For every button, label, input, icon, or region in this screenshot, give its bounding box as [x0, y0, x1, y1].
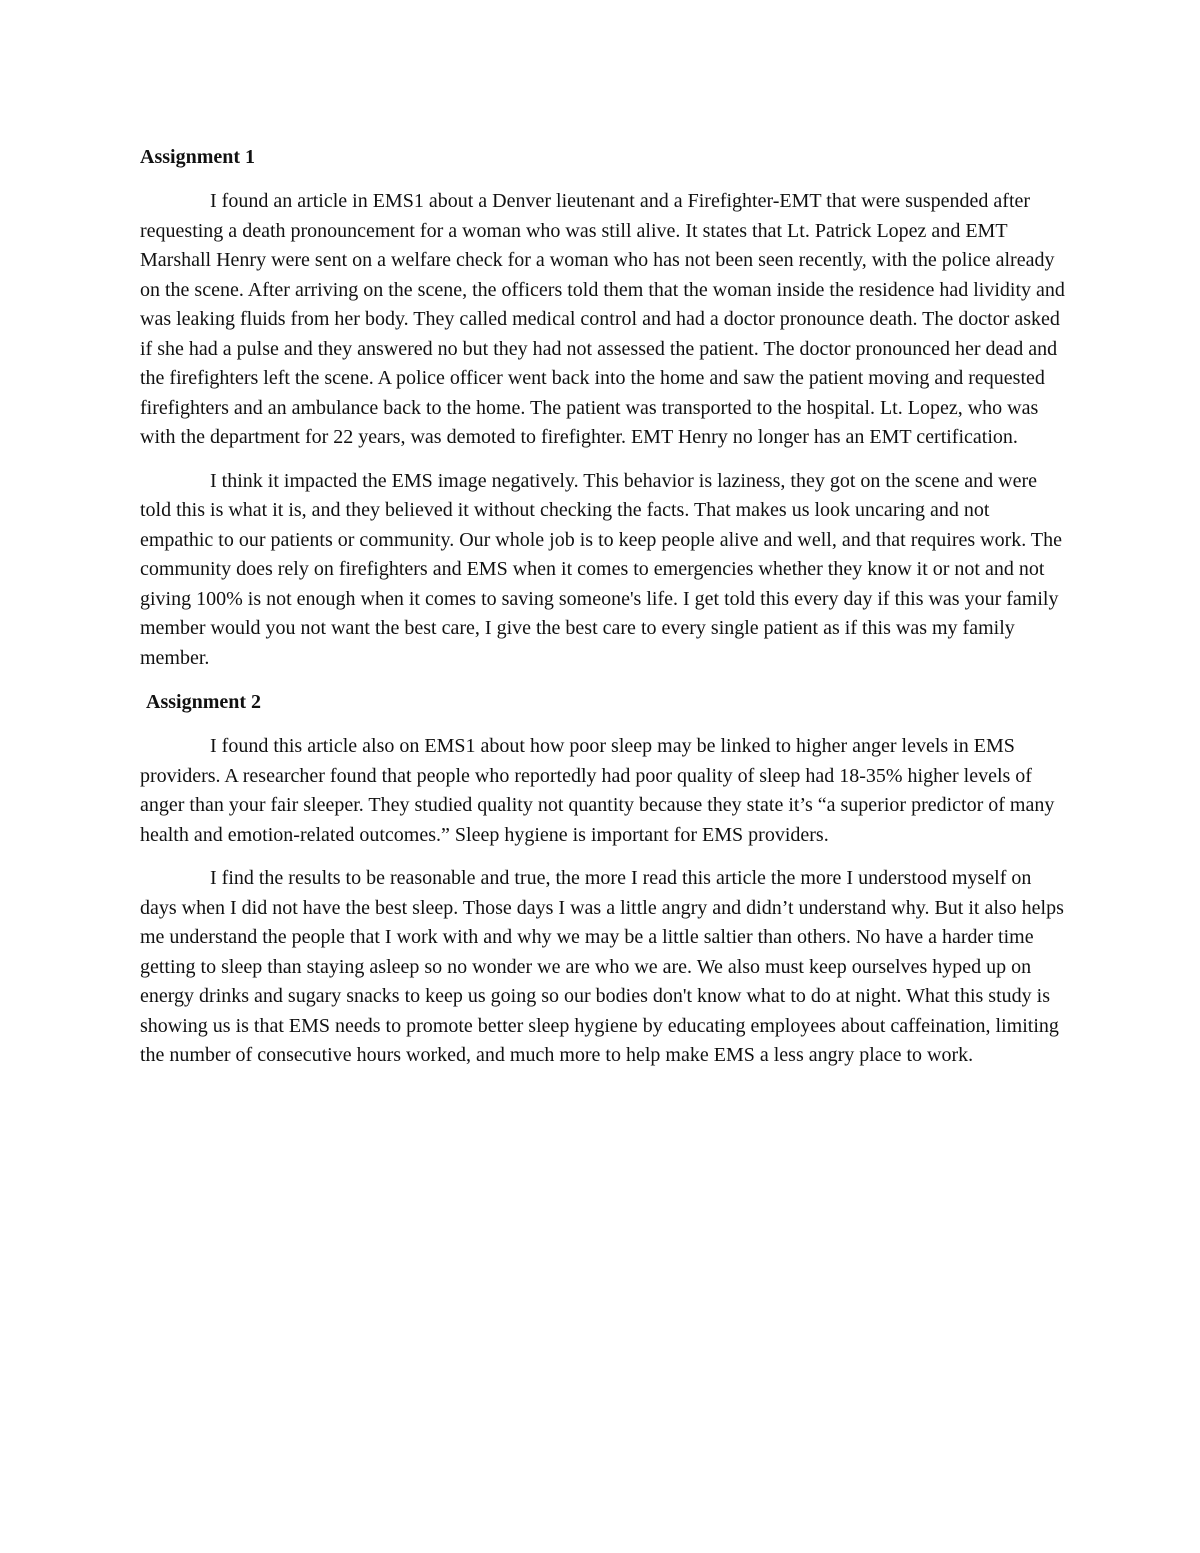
assignment-1-paragraph-1: I found an article in EMS1 about a Denver lieutenant and a Firefighter-EMT that were suspended after requesting a death pronouncement for a woman who was still alive. It states that Lt. Patrick Lopez and EMT Marshall Henry were sent on a welfare check for a woman who has not been seen recently, with the police already on the scene. After arriving on the scene, the officers told them that the woman inside the residence had lividity and was leaking fluids from her body. They called medical control and had a doctor pronounce death. The doctor asked if she had a pulse and they answered no but they had not assessed the patient. The doctor pronounced her dead and the firefighters left the scene. A police officer went back into the home and saw the patient moving and requested firefighters and an ambulance back to the home. The patient was transported to the hospital. Lt. Lopez, who was with the department for 22 years, was demoted to firefighter. EMT Henry no longer has an EMT certification.	[140, 190, 1065, 448]
assignment-2-paragraph-1: I found this article also on EMS1 about how poor sleep may be linked to higher anger levels in EMS providers. A researcher found that people who reportedly had poor quality of sleep had 18-35% higher levels of anger than your fair sleeper. They studied quality not quantity because they state it’s “a superior predictor of many health and emotion-related outcomes.” Sleep hygiene is important for EMS providers.	[140, 735, 1055, 846]
assignment-2-section	[140, 687, 1065, 1071]
assignment-2-heading: Assignment 2	[146, 691, 262, 713]
document-body	[140, 142, 1065, 1071]
assignment-1-paragraph-2: I think it impacted the EMS image negatively. This behavior is laziness, they got on the scene and were told this is what it is, and they believed it without checking the facts. That makes us look uncaring and not empathic to our patients or community. Our whole job is to keep people alive and well, and that requires work. The community does rely on firefighters and EMS when it comes to emergencies whether they know it or not and not giving 100% is not enough when it comes to saving someone's life. I get told this every day if this was your family member would you not want the best care, I give the best care to every single patient as if this was my family member.	[140, 469, 1062, 669]
assignment-1-heading: Assignment 1	[140, 146, 256, 168]
assignment-2-paragraph-2: I find the results to be reasonable and true, the more I read this article the more I understood myself on days when I did not have the best sleep. Those days I was a little angry and didn’t understand why. But it also helps me understand the people that I work with and why we may be a little saltier than others. No have a harder time getting to sleep than staying asleep so no wonder we are who we are. We also must keep ourselves hyped up on energy drinks and sugary snacks to keep us going so our bodies don't know what to do at night. What this study is showing us is that EMS needs to promote better sleep hygiene by educating employees about caffeination, limiting the number of consecutive hours worked, and much more to help make EMS a less angry place to work.	[140, 867, 1064, 1066]
assignment-1-section	[140, 142, 1065, 673]
